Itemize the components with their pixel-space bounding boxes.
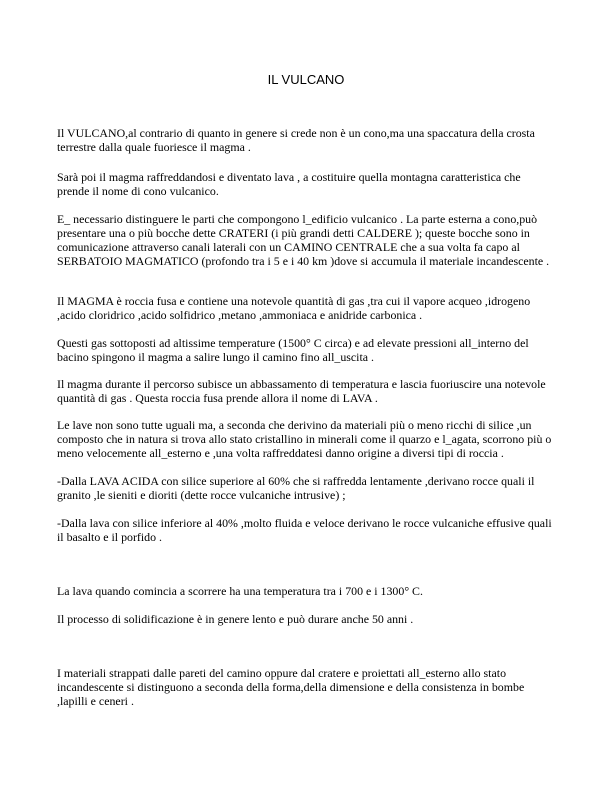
paragraph-magma: Il MAGMA è roccia fusa e contiene una notevole quantità di gas ,tra cui il vapore acqueo ,idrogeno ,acido cloridrico ,acido solfidrico ,metano ,ammoniaca e anidride carbonica . <box>57 294 531 322</box>
paragraph-tipi-lave: Le lave non sono tutte uguali ma, a seconda che derivino da materiali più o meno ricchi di silice ,un composto che in natura si trova allo stato cristallino in minerali come il quarzo e l_agata, scorrono più o meno velocemente all_esterno e ,una volta raffreddatesi danno origine a diversi tipi di roccia . <box>57 418 552 460</box>
paragraph-gas: Questi gas sottoposti ad altissime temperature (1500° C circa) e ad elevate pressioni all_interno del bacino spingono il magma a salire lungo il camino fino all_uscita . <box>57 336 529 364</box>
paragraph-edificio-vulcanico: E_ necessario distinguere le parti che compongono l_edificio vulcanico . La parte esterna a cono,può presentare una o più bocche dette CRATERI (i più grandi detti CALDERE ); queste bocche sono in comunicazione attraverso canali laterali con un CAMINO CENTRALE che a sua volta fa capo al SERBATOIO MAGMATICO (profondo tra i 5 e i 40 km )dove si accumula il materiale incandescente . <box>57 212 550 268</box>
paragraph-cono-vulcanico: Sarà poi il magma raffreddandosi e diventato lava , a costituire quella montagna caratteristica che prende il nome di cono vulcanico. <box>57 170 521 198</box>
paragraph-lava: Il magma durante il percorso subisce un abbassamento di temperatura e lascia fuoriuscire una notevole quantità di gas . Questa roccia fusa prende allora il nome di LAVA . <box>57 377 546 405</box>
paragraph-temperatura-lava: La lava quando comincia a scorrere ha una temperatura tra i 700 e i 1300° C. <box>57 584 423 598</box>
paragraph-solidificazione: Il processo di solidificazione è in genere lento e può durare anche 50 anni . <box>57 612 414 626</box>
page-title: IL VULCANO <box>267 72 345 87</box>
paragraph-materiali-piroclastici: I materiali strappati dalle pareti del camino oppure dal cratere e proiettati all_esterno allo stato incandescente si distinguono a seconda della forma,della dimensione e della consistenza in bombe ,lapilli e ceneri . <box>57 666 525 708</box>
paragraph-lava-acida: -Dalla LAVA ACIDA con silice superiore al 60% che si raffredda lentamente ,derivano rocce quali il granito ,le sieniti e dioriti (dette rocce vulcaniche intrusive) ; <box>57 474 535 502</box>
paragraph-definition: Il VULCANO,al contrario di quanto in genere si crede non è un cono,ma una spaccatura della crosta terrestre dalla quale fuoriesce il magma . <box>57 126 535 154</box>
paragraph-lava-basica: -Dalla lava con silice inferiore al 40% ,molto fluida e veloce derivano le rocce vulcaniche effusive quali il basalto e il porfido . <box>57 516 552 544</box>
